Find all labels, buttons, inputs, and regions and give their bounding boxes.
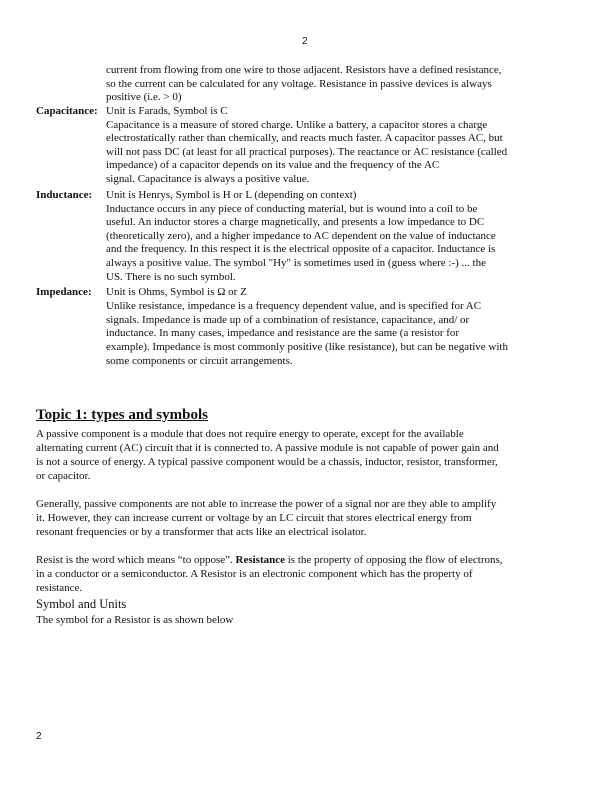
text-line: Unit is Ohms, Symbol is Ω or Z <box>106 286 247 298</box>
inductance-label: Inductance: <box>36 189 93 201</box>
text-line: A passive component is a module that does not require energy to operate, except for the available <box>36 428 464 440</box>
text-span: is the property of opposing the flow of electrons, <box>285 554 503 566</box>
text-line: electrostatically rather than chemically, and reacts much faster. A capacitor passes AC, but <box>106 132 503 144</box>
text-line: Unit is Farads, Symbol is C <box>106 105 228 117</box>
text-line: positive (i.e. > 0) <box>106 91 182 103</box>
topic-heading: Topic 1: types and symbols <box>36 407 208 423</box>
text-line: will not pass DC (at least for all practical purposes). The reactance or AC resistance (called <box>106 146 508 158</box>
capacitance-label: Capacitance: <box>36 105 98 117</box>
text-line: alternating current (AC) circuit that it is connected to. A passive module is not capable of power gain and <box>36 442 499 454</box>
text-line: useful. An inductor stores a charge magnetically, and presents a low impedance to DC <box>106 216 485 228</box>
text-line: example). Impedance is most commonly positive (like resistance), but can be negative with <box>106 341 508 353</box>
text-line: current from flowing from one wire to those adjacent. Resistors have a defined resistance, <box>106 64 502 76</box>
text-line: Unit is Henrys, Symbol is H or L (depending on context) <box>106 189 357 201</box>
text-line: it. However, they can increase current or voltage by an LC circuit that stores electrical energy from <box>36 512 472 524</box>
text-line: Inductance occurs in any piece of conducting material, but is wound into a coil to be <box>106 203 478 215</box>
text-line: Unlike resistance, impedance is a frequency dependent value, and is specified for AC <box>106 300 482 312</box>
text-span: Resist is the word which means “to oppose”. <box>36 554 236 566</box>
text-line: and the frequency. In this respect it is the electrical opposite of a capacitor. Inductance is <box>106 243 496 255</box>
text-line: The symbol for a Resistor is as shown below <box>36 614 234 626</box>
text-line <box>36 554 503 567</box>
text-line: signals. Impedance is made up of a combination of resistance, capacitance, and/ or <box>106 314 470 326</box>
page-number-header: 2 <box>302 36 308 47</box>
symbol-units-subheading: Symbol and Units <box>36 597 127 611</box>
text-line: inductance. In many cases, impedance and resistance are the same (a resistor for <box>106 327 460 339</box>
text-line: some components or circuit arrangements. <box>106 355 293 367</box>
text-line: resonant frequencies or by a transformer that acts like an electrical isolator. <box>36 526 367 538</box>
text-line: or capacitor. <box>36 470 91 482</box>
resistance-term: Resistance <box>235 554 285 566</box>
text-line: is not a source of energy. A typical passive component would be a chassis, inductor, resistor, transformer, <box>36 456 498 468</box>
text-line: US. There is no such symbol. <box>106 271 236 283</box>
text-line: so the current can be calculated for any voltage. Resistance in passive devices is always <box>106 78 492 90</box>
text-line: signal. Capacitance is always a positive value. <box>106 173 310 185</box>
text-line: Capacitance is a measure of stored charge. Unlike a battery, a capacitor stores a charge <box>106 119 488 131</box>
text-line: impedance) of a capacitor depends on its value and the frequency of the AC <box>106 159 440 171</box>
text-line: resistance. <box>36 582 83 594</box>
impedance-label: Impedance: <box>36 286 92 298</box>
text-line: Generally, passive components are not able to increase the power of a signal nor are they able to amplify <box>36 498 497 510</box>
text-line: (theoretically zero), and a higher impedance to AC dependent on the value of inductance <box>106 230 496 242</box>
text-line: always a positive value. The symbol "Hy" is sometimes used in (guess where :-) ... the <box>106 257 486 269</box>
text-line: in a conductor or a semiconductor. A Resistor is an electronic component which has the property of <box>36 568 473 580</box>
page-number-footer: 2 <box>36 731 42 742</box>
